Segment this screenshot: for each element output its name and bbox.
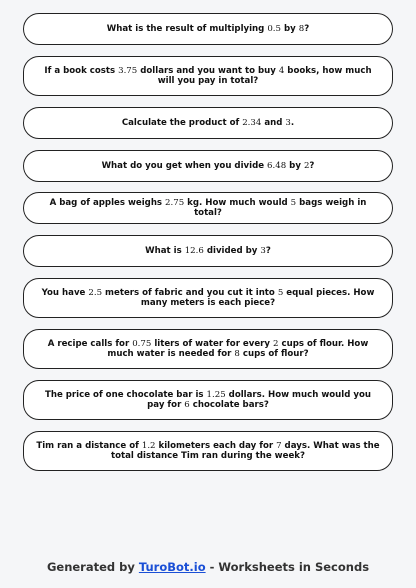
- question-text: [102, 161, 315, 171]
- question-text-part: What do you get when you divide: [101, 161, 268, 171]
- question-text-part: days. What was the total distance Tim ran during the week?: [111, 441, 380, 461]
- question-text-part: meters of fabric and you cut it into: [102, 288, 278, 298]
- math-number: 6: [184, 400, 190, 410]
- question-text-part: divided by: [203, 246, 261, 256]
- question-text-part: kg. How much would: [184, 198, 291, 208]
- math-number: 1.2: [141, 441, 156, 451]
- math-number: 0.75: [132, 339, 152, 349]
- math-number: 3.75: [118, 66, 138, 76]
- question-card: [23, 13, 393, 45]
- question-text: [36, 441, 380, 461]
- question-text: [36, 288, 380, 308]
- question-text: [145, 246, 271, 256]
- question-card: [23, 150, 393, 182]
- math-number: 4: [278, 66, 285, 76]
- question-text: [36, 198, 380, 218]
- question-card: [23, 431, 393, 471]
- question-text-part: ?: [309, 161, 315, 171]
- question-text-part: books, how much will you pay in total?: [157, 66, 372, 86]
- question-text-part: chocolate bars?: [189, 400, 269, 410]
- math-number: 2.5: [88, 288, 103, 298]
- question-text-part: by: [286, 161, 304, 171]
- question-text-part: You have: [41, 288, 89, 298]
- question-text: [107, 24, 309, 34]
- math-number: 6.48: [267, 161, 287, 171]
- math-number: 12.6: [184, 246, 204, 256]
- math-number: 2.34: [242, 118, 262, 128]
- question-text-part: Tim ran a distance of: [36, 441, 142, 451]
- question-text-part: What is the result of multiplying: [106, 24, 268, 34]
- question-card: [23, 380, 393, 420]
- question-card: [23, 235, 393, 267]
- math-number: 5: [277, 288, 284, 298]
- question-text-part: .: [290, 118, 295, 128]
- question-text-part: cups of flour?: [239, 349, 309, 359]
- question-text: [122, 118, 294, 128]
- math-number: 2.75: [165, 198, 185, 208]
- question-text-part: and: [261, 118, 286, 128]
- math-number: 8: [298, 24, 305, 34]
- question-card: [23, 107, 393, 139]
- question-text-part: liters of water for every: [151, 339, 274, 349]
- question-text-part: equal pieces. How many meters is each piece?: [140, 288, 375, 308]
- question-text-part: ?: [304, 24, 310, 34]
- math-number: 3: [260, 246, 266, 256]
- question-text: [36, 390, 380, 410]
- math-number: 5: [290, 198, 297, 208]
- question-text-part: A recipe calls for: [47, 339, 133, 349]
- math-number: 1.25: [206, 390, 226, 400]
- question-card: [23, 278, 393, 318]
- question-text-part: kilometers each day for: [155, 441, 277, 451]
- question-text-part: by: [281, 24, 299, 34]
- question-card: [23, 329, 393, 369]
- question-text-part: What is: [145, 246, 185, 256]
- math-number: 0.5: [267, 24, 281, 34]
- question-text-part: If a book costs: [44, 66, 119, 76]
- question-text-part: ?: [265, 246, 271, 256]
- question-text-part: bags weigh in total?: [194, 198, 367, 218]
- question-text-part: Calculate the product of: [121, 118, 243, 128]
- question-card: [23, 192, 393, 224]
- math-number: 2: [273, 339, 279, 349]
- question-text-part: dollars. How much would you pay for: [147, 390, 372, 410]
- footer-suffix: - Worksheets in Seconds: [205, 560, 370, 574]
- question-text-part: cups of flour. How much water is needed for: [107, 339, 369, 359]
- math-number: 7: [276, 441, 282, 451]
- question-text: [36, 339, 380, 359]
- question-text: [36, 66, 380, 86]
- question-text-part: A bag of apples weighs: [49, 198, 166, 208]
- question-text-part: dollars and you want to buy: [137, 66, 279, 76]
- footer: [0, 560, 416, 574]
- question-card: [23, 56, 393, 96]
- question-text-part: The price of one chocolate bar is: [44, 390, 207, 400]
- footer-prefix: Generated by: [46, 560, 139, 574]
- math-number: 8: [234, 349, 240, 359]
- turobot-link[interactable]: TuroBot.io: [138, 560, 206, 574]
- math-number: 3: [285, 118, 291, 128]
- math-number: 2: [303, 161, 310, 171]
